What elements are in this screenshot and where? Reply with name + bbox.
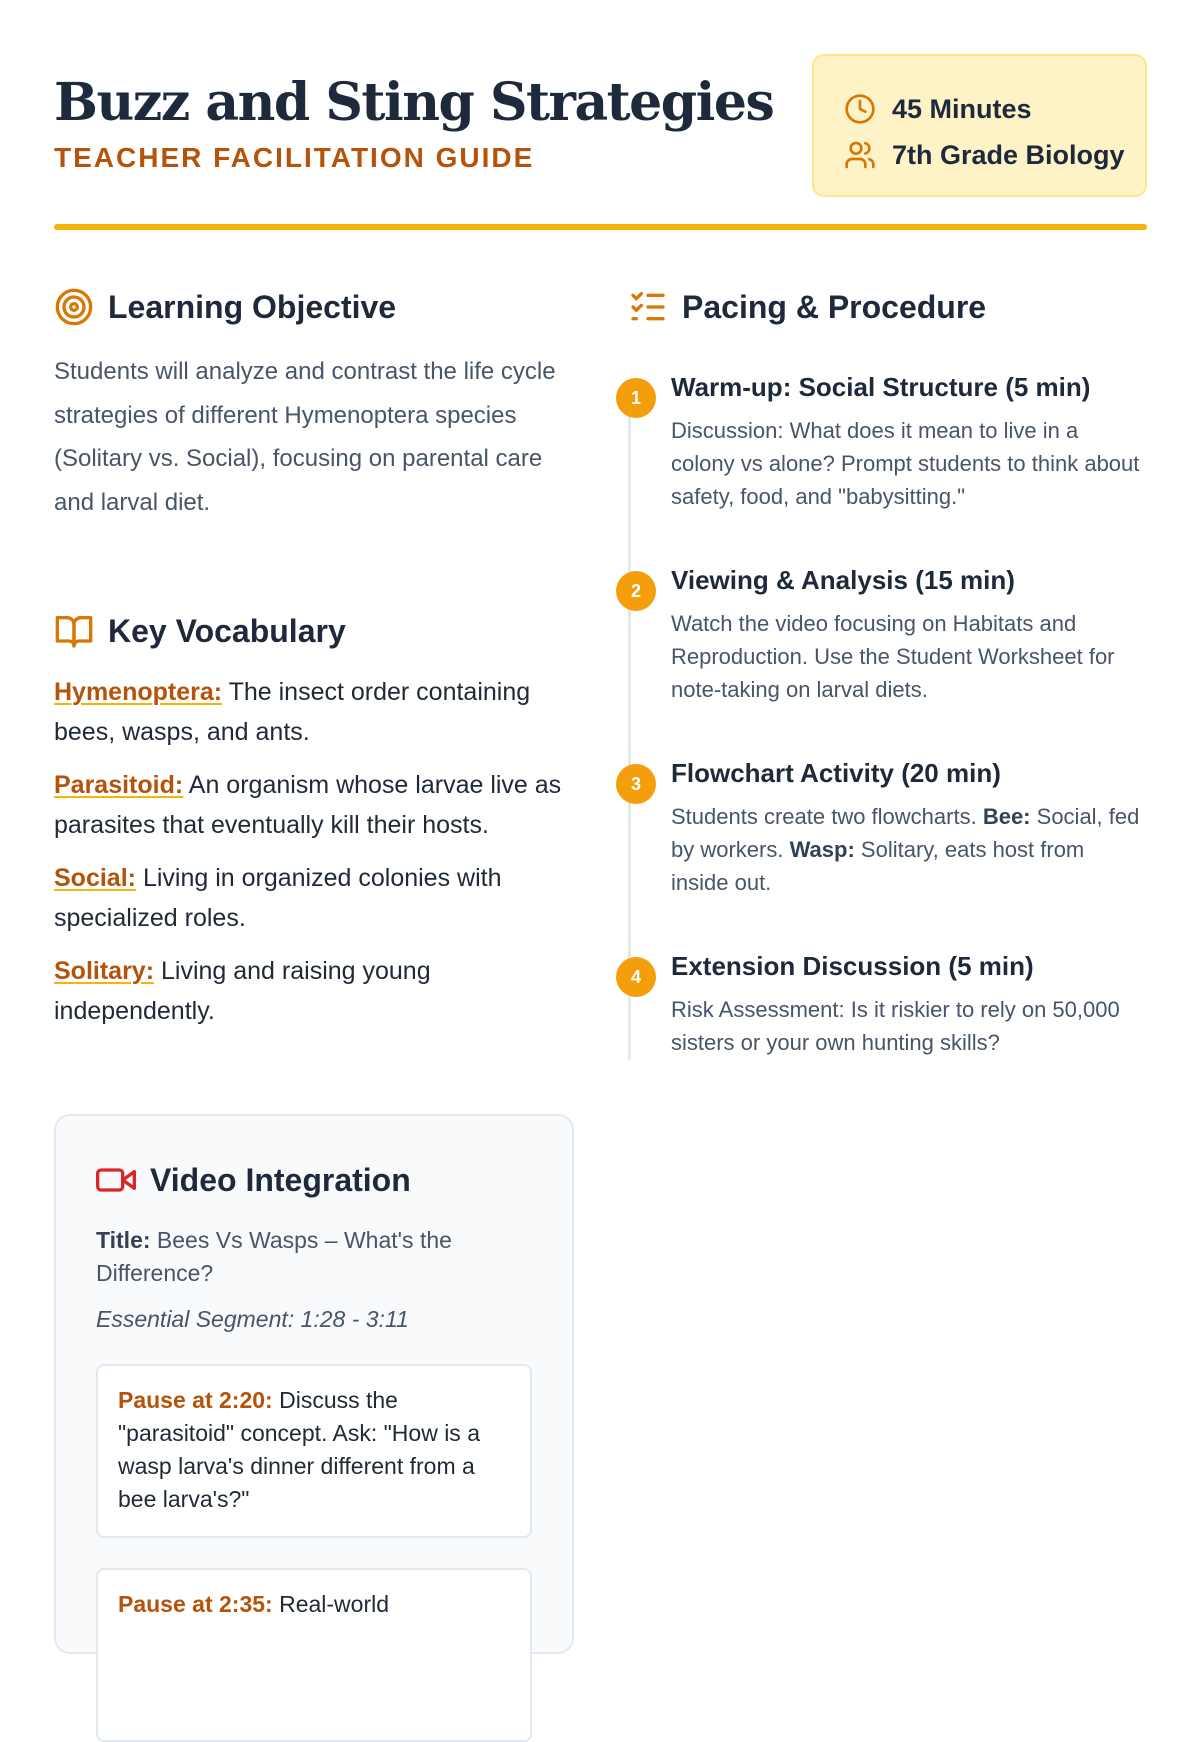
pacing-heading xyxy=(628,287,986,327)
pause-label: Pause at 2:20: xyxy=(118,1387,273,1413)
duration-row xyxy=(844,86,1145,132)
header xyxy=(54,54,1147,230)
vocab-definition: An organism whose larvae live as parasites that eventually kill their hosts. xyxy=(54,771,562,839)
video-segment: Essential Segment: 1:28 - 3:11 xyxy=(96,1306,409,1332)
step-description xyxy=(671,800,1141,899)
vocab-term: Hymenoptera: xyxy=(54,678,223,706)
vocab-term: Solitary: xyxy=(54,957,155,985)
vocab-item xyxy=(54,672,574,752)
vocabulary-heading xyxy=(54,611,346,651)
step-title: Flowchart Activity (20 min) xyxy=(671,758,1001,788)
lesson-guide-page xyxy=(54,0,1147,1617)
duration-text: 45 Minutes xyxy=(892,93,1032,124)
objective-text: Students will analyze and contrast the life cycle strategies of different Hymenoptera species (Solitary vs. Social), focusing on parental care and larval diet. xyxy=(54,358,556,516)
video-title-label: Title: xyxy=(96,1227,151,1253)
pause-note xyxy=(96,1568,532,1742)
video-camera-icon xyxy=(96,1160,136,1200)
vocab-item xyxy=(54,951,574,1031)
grade-row xyxy=(844,132,1145,178)
objective-heading xyxy=(54,287,396,327)
step-text: Students create two flowcharts. xyxy=(671,804,977,829)
procedure-step xyxy=(616,951,1146,1061)
step-number-badge: 4 xyxy=(616,957,656,997)
pacing-title: Pacing & Procedure xyxy=(682,288,987,325)
step-description: Risk Assessment: Is it riskier to rely on 50,000 sisters or your own hunting skills? xyxy=(671,997,1120,1055)
pause-label: Pause at 2:35: xyxy=(118,1591,273,1617)
bee-label: Bee: xyxy=(982,804,1031,829)
book-open-icon xyxy=(54,611,94,651)
target-icon xyxy=(54,287,94,327)
pause-text: Real-world xyxy=(279,1591,390,1617)
users-icon xyxy=(844,139,876,171)
checklist-icon xyxy=(628,287,668,327)
grade-text: 7th Grade Biology xyxy=(892,139,1125,170)
step-description: Discussion: What does it mean to live in a colony vs alone? Prompt students to think about safety, food, and "babysitting." xyxy=(671,418,1140,509)
step-description: Watch the video focusing on Habitats and Reproduction. Use the Student Worksheet for note-taking on larval diets. xyxy=(671,611,1115,702)
pause-text: Discuss the "parasitoid" concept. Ask: "How is a wasp larva's dinner different from a bee larva's?" xyxy=(118,1387,480,1512)
vocab-item xyxy=(54,765,574,845)
procedure-step xyxy=(616,372,1146,512)
step-text: Solitary, eats host from inside out. xyxy=(671,837,1085,895)
video-heading xyxy=(96,1160,411,1200)
procedure-step xyxy=(616,565,1146,705)
video-title-heading: Video Integration xyxy=(150,1161,411,1198)
header-divider xyxy=(54,224,1147,230)
vocabulary-title: Key Vocabulary xyxy=(108,612,346,649)
wasp-label: Wasp: xyxy=(789,837,855,862)
vocab-definition: The insect order containing bees, wasps, and ants. xyxy=(54,678,531,746)
step-title: Viewing & Analysis (15 min) xyxy=(671,565,1015,595)
procedure-step xyxy=(616,758,1146,898)
page-title: Buzz and Sting Strategies xyxy=(54,72,774,133)
vocab-item xyxy=(54,858,574,938)
clock-icon xyxy=(844,93,876,125)
video-title xyxy=(96,1224,516,1290)
objective-title: Learning Objective xyxy=(108,288,397,325)
video-title-value: Bees Vs Wasps – What's the Difference? xyxy=(96,1227,452,1286)
step-number-badge: 1 xyxy=(616,378,656,418)
pause-note xyxy=(96,1364,532,1538)
vocabulary-list xyxy=(54,672,574,1044)
vocab-term: Parasitoid: xyxy=(54,771,184,799)
video-integration-card xyxy=(54,1114,574,1654)
step-title: Extension Discussion (5 min) xyxy=(671,951,1034,981)
step-title: Warm-up: Social Structure (5 min) xyxy=(671,372,1091,402)
vocab-definition: Living and raising young independently. xyxy=(54,957,431,1025)
step-number-badge: 2 xyxy=(616,571,656,611)
vocab-term: Social: xyxy=(54,864,136,892)
lesson-meta-box xyxy=(812,54,1147,197)
vocab-definition: Living in organized colonies with specialized roles. xyxy=(54,864,502,932)
step-number-badge: 3 xyxy=(616,764,656,804)
page-subtitle: TEACHER FACILITATION GUIDE xyxy=(54,142,535,173)
step-text: Social, fed by workers. xyxy=(671,804,1140,862)
